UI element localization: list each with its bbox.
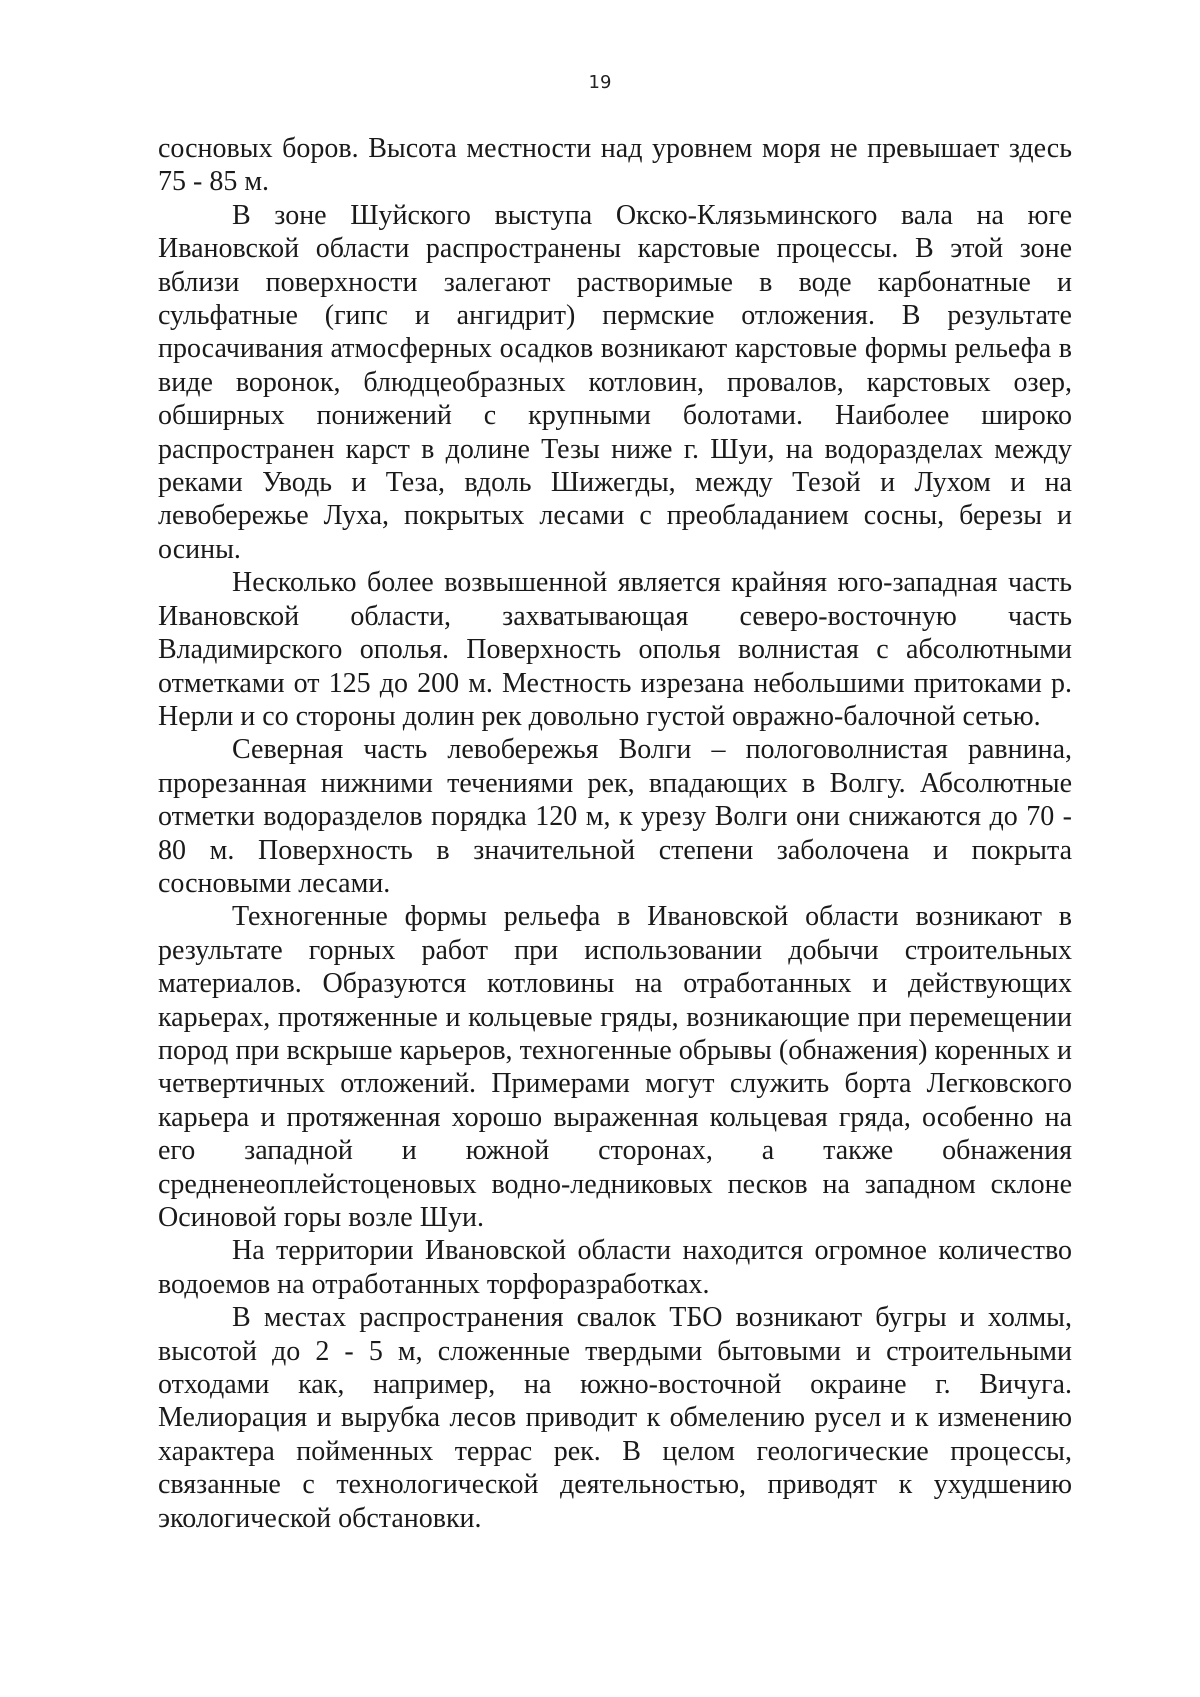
body-text [158,132,1072,1535]
paragraph: В зоне Шуйского выступа Окско-Клязьминского вала на юге Ивановской области распространены карстовые процессы. В этой зоне вблизи поверхности залегают растворимые в воде карбонатные и сульфатные (гипс и ангидрит) пермские отложения. В результате просачивания атмосферных осадков возникают карстовые формы рельефа в виде воронок, блюдцеобразных котловин, провалов, карстовых озер, обширных понижений с крупными болотами. Наиболее широко распространен карст в долине Тезы ниже г. Шуи, на водоразделах между реками Уводь и Теза, вдоль Шижегды, между Тезой и Лухом и на левобережье Луха, покрытых лесами с преобладанием сосны, березы и осины. [158,199,1072,565]
paragraph: В местах распространения свалок ТБО возникают бугры и холмы, высотой до 2 - 5 м, сложенные твердыми бытовыми и строительными отходами как, например, на южно-восточной окраине г. Вичуга. Мелиорация и вырубка лесов приводит к обмелению русел и к изменению характера пойменных террас рек. В целом геологические процессы, связанные с технологической деятельностью, приводят к ухудшению экологической обстановки. [158,1302,1072,1534]
paragraph: На территории Ивановской области находится огромное количество водоемов на отработанных торфоразработках. [158,1235,1072,1300]
paragraph: Техногенные формы рельефа в Ивановской области возникают в результате горных работ при использовании добычи строительных материалов. Образуются котловины на отработанных и действующих карьерах, протяженные и кольцевые гряды, возникающие при перемещении пород при вскрыше карьеров, техногенные обрывы (обнажения) коренных и четвертичных отложений. Примерами могут служить борта Легковского карьера и протяженная хорошо выраженная кольцевая гряда, особенно на его западной и южной сторонах, а также обнажения средненеоплейстоценовых водно-ледниковых песков на западном склоне Осиновой горы возле Шуи. [158,901,1072,1233]
paragraph: сосновых боров. Высота местности над уровнем моря не превышает здесь 75 - 85 м. [158,133,1072,198]
paragraph: Северная часть левобережья Волги – пологоволнистая равнина, прорезанная нижними течениями рек, впадающих в Волгу. Абсолютные отметки водоразделов порядка 120 м, к урезу Волги они снижаются до 70 - 80 м. Поверхность в значительной степени заболочена и покрыта сосновыми лесами. [158,734,1072,899]
paragraph: Несколько более возвышенной является крайняя юго-западная часть Ивановской области, захватывающая северо-восточную часть Владимирского ополья. Поверхность ополья волнистая с абсолютными отметками от 125 до 200 м. Местность изрезана небольшими притоками р. Нерли и со стороны долин рек довольно густой овражно-балочной сетью. [158,567,1072,732]
page-number: 19 [588,72,612,93]
